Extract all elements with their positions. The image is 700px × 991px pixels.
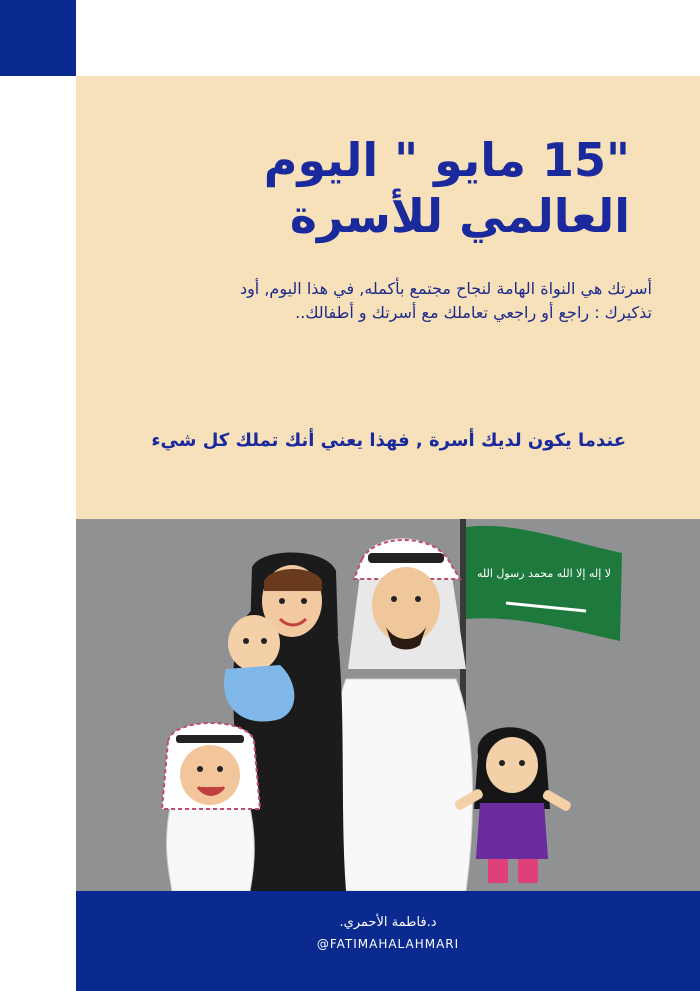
boy-figure <box>162 723 260 891</box>
author-handle: @FATIMAHALAHMARI <box>316 937 460 951</box>
intro-line-2: تذكيرك : راجع أو راجعي تعاملك مع أسرتك و أطفالك.. <box>295 303 652 322</box>
author-name: د.فاطمة الأحمري. <box>339 915 437 930</box>
page-title <box>110 132 630 244</box>
family-quote: عندما يكون لديك أسرة , فهذا يعني أنك تملك كل شيء <box>151 430 626 451</box>
intro-line-1: أسرتك هي النواة الهامة لنجاح مجتمع بأكمله, في هذا اليوم, أود <box>239 279 652 298</box>
corner-decoration <box>0 0 76 76</box>
family-illustration-image <box>76 519 700 891</box>
intro-paragraph <box>92 277 652 325</box>
saudi-flag <box>466 526 622 641</box>
title-line-1: "15 مايو " اليوم <box>263 133 630 187</box>
family-illustration <box>76 519 700 891</box>
father-figure <box>332 538 473 891</box>
footer <box>76 891 700 991</box>
flag-inscription: لا إله إلا الله محمد رسول الله <box>476 567 612 580</box>
title-line-2: العالمي للأسرة <box>289 189 630 243</box>
